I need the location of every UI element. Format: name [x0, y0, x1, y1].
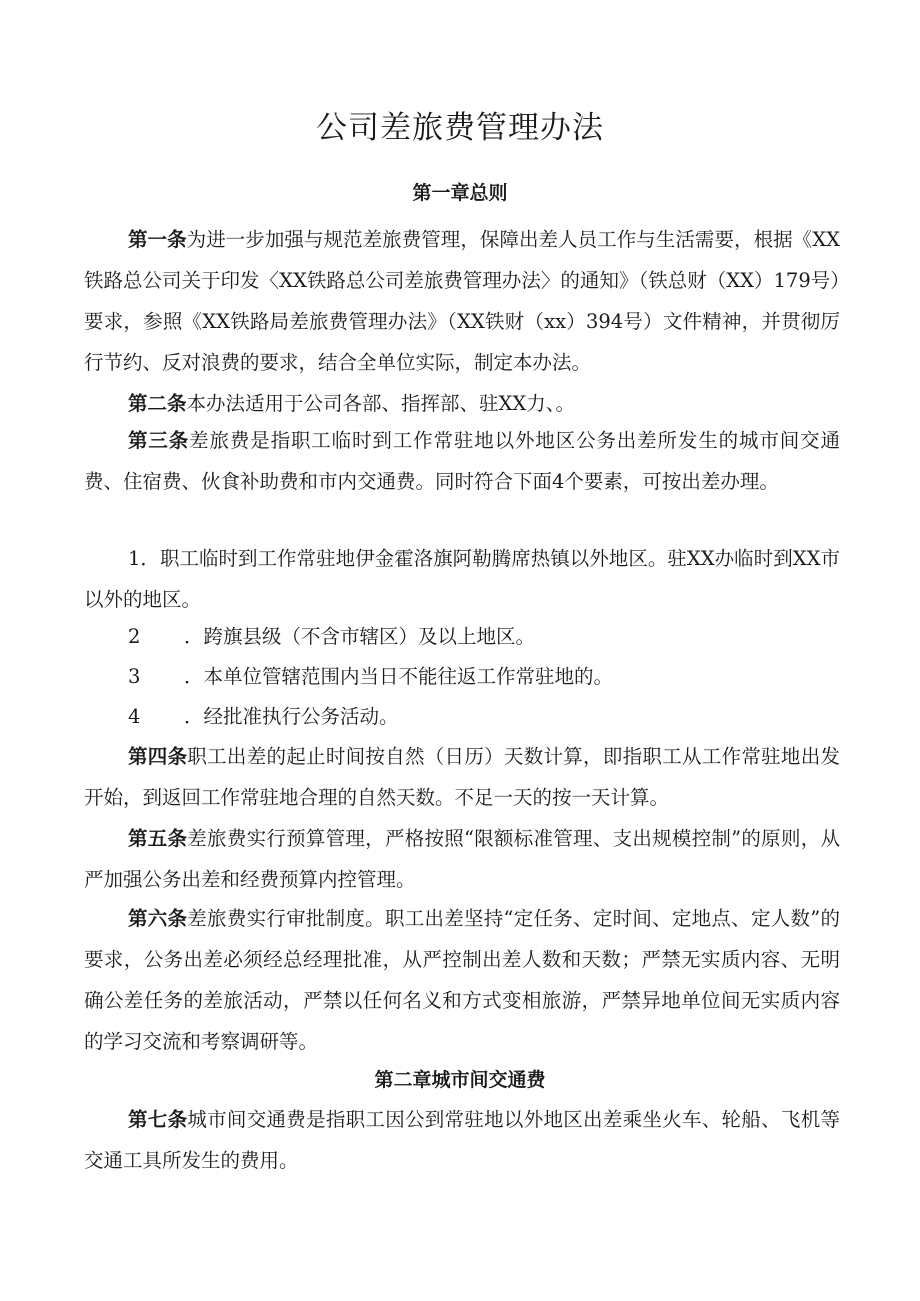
- article-6-text: 差旅费实行审批制度。职工出差坚持“定任务、定时间、定地点、定人数”的要求，公务出差必须经总经理批准，从严控制出差人数和天数；严禁无实质内容、无明确公差任务的差旅活动，严禁以任何名义和方式变相旅游，严禁异地单位间无实质内容的学习交流和考察调研等。: [84, 907, 840, 1053]
- article-4-text: 职工出差的起止时间按自然（日历）天数计算，即指职工从工作常驻地出发开始，到返回工作常驻地合理的自然天数。不足一天的按一天计算。: [84, 745, 840, 809]
- article-1: [84, 219, 840, 383]
- article-1-text: 为进一步加强与规范差旅费管理，保障出差人员工作与生活需要，根据《XX铁路总公司关于印发〈XX铁路总公司差旅费管理办法〉的通知》（铁总财（XX）179号）要求，参照《XX铁路局差旅费管理办法》（XX铁财（xx）394号）文件精神，并贯彻厉行节约、反对浪费的要求，结合全单位实际，制定本办法。: [84, 228, 840, 374]
- list-item-1: 1．职工临时到工作常驻地伊金霍洛旗阿勒腾席热镇以外地区。驻XX办临时到XX市以外的地区。: [84, 547, 840, 611]
- article-4-label: 第四条: [128, 745, 188, 768]
- article-5-label: 第五条: [128, 827, 188, 850]
- article-3-text: 差旅费是指职工临时到工作常驻地以外地区公务出差所发生的城市间交通费、住宿费、伙食补助费和市内交通费。同时符合下面4个要素，可按出差办理。: [84, 429, 840, 493]
- list-item-2-number: 2: [128, 625, 141, 648]
- article-3: [84, 420, 840, 502]
- article-2-text: 本办法适用于公司各部、指挥部、驻XX力、。: [186, 392, 576, 415]
- list-item-2: [128, 616, 535, 657]
- list-item-2-text: ．跨旗县级（不含市辖区）及以上地区。: [184, 625, 536, 648]
- article-6: [84, 898, 840, 1062]
- list-item-3: [128, 656, 613, 697]
- list-item-3-text: ．本单位管辖范围内当日不能往返工作常驻地的。: [184, 665, 614, 688]
- article-7: [84, 1099, 840, 1181]
- chapter-2-heading: 第二章城市间交通费: [374, 1069, 546, 1091]
- article-2-label: 第二条: [128, 392, 187, 415]
- article-5-text: 差旅费实行预算管理，严格按照“限额标准管理、支出规模控制”的原则，从严加强公务出差和经费预算内控管理。: [84, 827, 840, 891]
- article-1-label: 第一条: [128, 228, 187, 251]
- list-item-4-number: 4: [128, 705, 141, 728]
- list-item-4: [128, 696, 399, 737]
- chapter-1-heading: 第一章总则: [412, 182, 508, 204]
- article-7-text: 城市间交通费是指职工因公到常驻地以外地区出差乘坐火车、轮船、飞机等交通工具所发生的费用。: [84, 1108, 840, 1172]
- list-item-3-number: 3: [128, 665, 141, 688]
- article-7-label: 第七条: [128, 1108, 188, 1131]
- article-2: [84, 383, 840, 424]
- document-title: 公司差旅费管理办法: [316, 110, 604, 146]
- article-3-label: 第三条: [128, 429, 190, 452]
- article-5: [84, 818, 840, 900]
- article-6-label: 第六条: [128, 907, 188, 930]
- list-item-4-text: ．经批准执行公务活动。: [184, 705, 399, 728]
- article-4: [84, 736, 840, 818]
